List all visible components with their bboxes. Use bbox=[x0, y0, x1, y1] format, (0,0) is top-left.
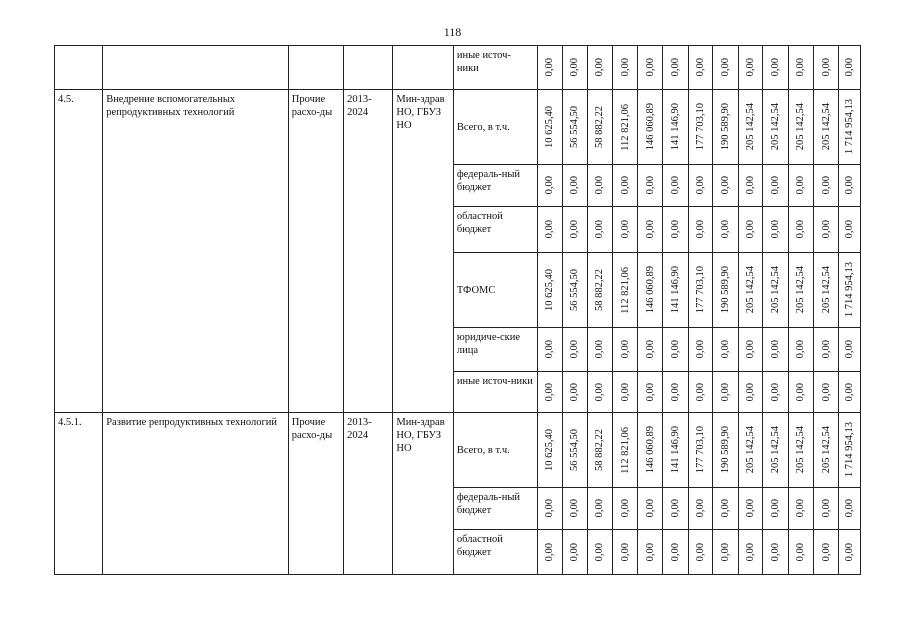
value-cell bbox=[562, 207, 588, 253]
funding-source: областной бюджет bbox=[453, 530, 537, 575]
value-text: 0,00 bbox=[619, 340, 631, 359]
value-cell bbox=[537, 253, 562, 328]
value-cell bbox=[663, 165, 689, 207]
value-text: 205 142,54 bbox=[820, 266, 832, 314]
row-number: 4.5.1. bbox=[55, 413, 103, 575]
value-cell bbox=[588, 372, 613, 413]
value-text: 0,00 bbox=[669, 340, 681, 359]
value-cell bbox=[839, 372, 861, 413]
value-cell bbox=[789, 488, 814, 530]
value-text: 205 142,54 bbox=[745, 426, 757, 474]
value-text: 0,00 bbox=[844, 542, 856, 562]
value-text: 0,00 bbox=[669, 58, 681, 77]
value-text: 0,00 bbox=[820, 220, 832, 239]
value-text: 205 142,54 bbox=[770, 426, 782, 474]
value-cell bbox=[839, 413, 861, 488]
funding-source: юридиче-ские лица bbox=[453, 328, 537, 372]
executor bbox=[393, 46, 454, 90]
value-text: 0,00 bbox=[619, 220, 631, 239]
value-text: 56 554,50 bbox=[569, 269, 581, 311]
value-text: 0,00 bbox=[644, 382, 656, 402]
value-text: 1 714 954,13 bbox=[844, 262, 856, 318]
value-text: 0,00 bbox=[544, 382, 556, 402]
funding-source: Всего, в т.ч. bbox=[453, 90, 537, 165]
value-cell bbox=[839, 530, 861, 575]
value-text: 0,00 bbox=[644, 499, 656, 518]
value-text: 10 625,40 bbox=[544, 269, 556, 311]
value-text: 10 625,40 bbox=[544, 429, 556, 471]
value-text: 0,00 bbox=[619, 499, 631, 518]
value-text: 0,00 bbox=[694, 499, 706, 518]
value-cell bbox=[813, 46, 839, 90]
value-cell bbox=[612, 90, 638, 165]
value-text: 0,00 bbox=[544, 176, 556, 195]
funding-source: ТФОМС bbox=[453, 253, 537, 328]
value-text: 0,00 bbox=[544, 542, 556, 562]
value-text: 56 554,50 bbox=[569, 429, 581, 471]
value-cell bbox=[663, 90, 689, 165]
value-text: 112 821,06 bbox=[619, 426, 631, 474]
funding-source: федераль-ный бюджет bbox=[453, 488, 537, 530]
value-text: 0,00 bbox=[795, 58, 807, 77]
value-cell bbox=[839, 46, 861, 90]
value-cell bbox=[688, 488, 713, 530]
value-cell bbox=[612, 530, 638, 575]
value-cell bbox=[663, 372, 689, 413]
value-text: 0,00 bbox=[594, 340, 606, 359]
value-cell bbox=[562, 165, 588, 207]
value-cell bbox=[789, 90, 814, 165]
value-text: 0,00 bbox=[644, 58, 656, 77]
value-cell bbox=[562, 46, 588, 90]
value-cell bbox=[663, 46, 689, 90]
value-text: 0,00 bbox=[770, 58, 782, 77]
value-text: 0,00 bbox=[694, 340, 706, 359]
table-row bbox=[55, 90, 861, 165]
value-cell bbox=[688, 328, 713, 372]
value-text: 141 146,90 bbox=[669, 426, 681, 474]
value-cell bbox=[789, 46, 814, 90]
value-text: 0,00 bbox=[820, 58, 832, 77]
value-cell bbox=[562, 90, 588, 165]
value-text: 0,00 bbox=[795, 220, 807, 239]
value-text: 0,00 bbox=[795, 176, 807, 195]
value-text: 190 589,90 bbox=[720, 266, 732, 314]
value-cell bbox=[688, 372, 713, 413]
value-cell bbox=[813, 328, 839, 372]
value-cell bbox=[537, 488, 562, 530]
value-text: 0,00 bbox=[619, 382, 631, 402]
value-cell bbox=[562, 372, 588, 413]
value-text: 205 142,54 bbox=[795, 266, 807, 314]
value-cell bbox=[537, 46, 562, 90]
value-cell bbox=[612, 253, 638, 328]
value-cell bbox=[638, 372, 663, 413]
value-cell bbox=[738, 413, 763, 488]
funding-source: федераль-ный бюджет bbox=[453, 165, 537, 207]
value-cell bbox=[763, 165, 789, 207]
value-text: 1 714 954,13 bbox=[844, 422, 856, 478]
table-row bbox=[55, 46, 861, 90]
value-cell bbox=[813, 413, 839, 488]
value-cell bbox=[813, 165, 839, 207]
value-cell bbox=[612, 165, 638, 207]
value-text: 0,00 bbox=[594, 542, 606, 562]
expense-category: Прочие расхо-ды bbox=[288, 90, 343, 413]
funding-source: иные источ- ники bbox=[453, 46, 537, 90]
value-text: 0,00 bbox=[820, 542, 832, 562]
value-text: 0,00 bbox=[619, 542, 631, 562]
value-text: 0,00 bbox=[770, 220, 782, 239]
value-cell bbox=[638, 90, 663, 165]
value-cell bbox=[588, 165, 613, 207]
value-cell bbox=[713, 46, 739, 90]
value-cell bbox=[638, 530, 663, 575]
value-text: 190 589,90 bbox=[720, 103, 732, 151]
value-cell bbox=[813, 488, 839, 530]
period: 2013-2024 bbox=[344, 413, 393, 575]
value-cell bbox=[663, 328, 689, 372]
value-cell bbox=[713, 413, 739, 488]
value-cell bbox=[839, 90, 861, 165]
value-text: 0,00 bbox=[594, 220, 606, 239]
value-cell bbox=[638, 488, 663, 530]
value-cell bbox=[839, 165, 861, 207]
value-cell bbox=[738, 165, 763, 207]
value-cell bbox=[638, 46, 663, 90]
value-cell bbox=[588, 328, 613, 372]
budget-table bbox=[54, 45, 861, 575]
value-text: 0,00 bbox=[795, 340, 807, 359]
measure-name: Внедрение вспомогательных репродуктивных технологий bbox=[103, 90, 289, 413]
value-cell bbox=[638, 207, 663, 253]
value-text: 0,00 bbox=[844, 58, 856, 77]
value-text: 112 821,06 bbox=[619, 103, 631, 151]
value-text: 0,00 bbox=[745, 542, 757, 562]
value-cell bbox=[537, 413, 562, 488]
value-cell bbox=[713, 90, 739, 165]
value-cell bbox=[612, 488, 638, 530]
value-text: 0,00 bbox=[544, 220, 556, 239]
value-text: 10 625,40 bbox=[544, 106, 556, 148]
value-text: 0,00 bbox=[770, 382, 782, 402]
value-cell bbox=[688, 165, 713, 207]
value-text: 0,00 bbox=[544, 499, 556, 518]
value-text: 177 703,10 bbox=[694, 426, 706, 474]
value-cell bbox=[537, 372, 562, 413]
value-cell bbox=[588, 530, 613, 575]
value-text: 205 142,54 bbox=[820, 103, 832, 151]
value-cell bbox=[612, 46, 638, 90]
value-text: 0,00 bbox=[770, 340, 782, 359]
value-cell bbox=[738, 372, 763, 413]
period bbox=[344, 46, 393, 90]
value-text: 0,00 bbox=[569, 499, 581, 518]
value-cell bbox=[713, 253, 739, 328]
value-cell bbox=[588, 207, 613, 253]
value-cell bbox=[763, 488, 789, 530]
value-cell bbox=[713, 372, 739, 413]
value-text: 0,00 bbox=[745, 220, 757, 239]
table-row bbox=[55, 413, 861, 488]
value-text: 0,00 bbox=[745, 176, 757, 195]
value-text: 0,00 bbox=[745, 499, 757, 518]
value-text: 0,00 bbox=[694, 382, 706, 402]
value-text: 0,00 bbox=[795, 382, 807, 402]
value-text: 0,00 bbox=[569, 176, 581, 195]
value-cell bbox=[588, 413, 613, 488]
value-cell bbox=[638, 253, 663, 328]
value-cell bbox=[537, 530, 562, 575]
value-text: 0,00 bbox=[694, 58, 706, 77]
value-cell bbox=[638, 165, 663, 207]
value-cell bbox=[688, 207, 713, 253]
value-text: 141 146,90 bbox=[669, 266, 681, 314]
value-cell bbox=[713, 328, 739, 372]
value-text: 0,00 bbox=[844, 176, 856, 195]
value-cell bbox=[813, 90, 839, 165]
value-cell bbox=[562, 328, 588, 372]
value-text: 205 142,54 bbox=[795, 103, 807, 151]
value-cell bbox=[763, 530, 789, 575]
value-cell bbox=[789, 372, 814, 413]
value-cell bbox=[663, 413, 689, 488]
value-text: 0,00 bbox=[544, 58, 556, 77]
value-cell bbox=[713, 488, 739, 530]
value-text: 112 821,06 bbox=[619, 266, 631, 314]
value-text: 205 142,54 bbox=[770, 103, 782, 151]
value-text: 205 142,54 bbox=[745, 266, 757, 314]
measure-name bbox=[103, 46, 289, 90]
value-cell bbox=[763, 46, 789, 90]
value-text: 0,00 bbox=[644, 340, 656, 359]
value-text: 0,00 bbox=[594, 499, 606, 518]
period: 2013-2024 bbox=[344, 90, 393, 413]
value-cell bbox=[588, 46, 613, 90]
value-text: 0,00 bbox=[694, 220, 706, 239]
value-text: 0,00 bbox=[594, 176, 606, 195]
value-text: 0,00 bbox=[820, 340, 832, 359]
value-cell bbox=[638, 328, 663, 372]
value-text: 0,00 bbox=[844, 382, 856, 402]
value-cell bbox=[839, 328, 861, 372]
value-text: 0,00 bbox=[844, 499, 856, 518]
value-text: 0,00 bbox=[820, 176, 832, 195]
value-text: 0,00 bbox=[820, 382, 832, 402]
value-text: 177 703,10 bbox=[694, 103, 706, 151]
value-text: 0,00 bbox=[544, 340, 556, 359]
value-cell bbox=[537, 328, 562, 372]
funding-source: Всего, в т.ч. bbox=[453, 413, 537, 488]
value-cell bbox=[588, 253, 613, 328]
value-cell bbox=[738, 328, 763, 372]
value-text: 0,00 bbox=[745, 382, 757, 402]
value-cell bbox=[813, 530, 839, 575]
value-cell bbox=[562, 488, 588, 530]
value-cell bbox=[612, 413, 638, 488]
value-cell bbox=[763, 207, 789, 253]
value-text: 58 882,22 bbox=[594, 269, 606, 311]
page-number: 118 bbox=[443, 25, 462, 39]
value-cell bbox=[537, 90, 562, 165]
executor: Мин-здрав НО, ГБУЗ НО bbox=[393, 90, 454, 413]
value-text: 0,00 bbox=[795, 542, 807, 562]
value-cell bbox=[813, 207, 839, 253]
value-text: 0,00 bbox=[644, 542, 656, 562]
value-cell bbox=[789, 530, 814, 575]
value-text: 205 142,54 bbox=[770, 266, 782, 314]
value-text: 205 142,54 bbox=[745, 103, 757, 151]
value-cell bbox=[688, 413, 713, 488]
value-text: 146 060,89 bbox=[644, 426, 656, 474]
row-number bbox=[55, 46, 103, 90]
value-text: 0,00 bbox=[644, 220, 656, 239]
value-cell bbox=[763, 328, 789, 372]
value-cell bbox=[813, 372, 839, 413]
value-cell bbox=[713, 165, 739, 207]
value-cell bbox=[663, 207, 689, 253]
value-cell bbox=[789, 207, 814, 253]
value-text: 177 703,10 bbox=[694, 266, 706, 314]
measure-name: Развитие репродуктивных технологий bbox=[103, 413, 289, 575]
value-cell bbox=[813, 253, 839, 328]
value-cell bbox=[663, 253, 689, 328]
value-cell bbox=[738, 530, 763, 575]
value-text: 141 146,90 bbox=[669, 103, 681, 151]
value-cell bbox=[839, 253, 861, 328]
value-text: 58 882,22 bbox=[594, 429, 606, 471]
value-cell bbox=[839, 207, 861, 253]
value-cell bbox=[612, 372, 638, 413]
value-cell bbox=[763, 90, 789, 165]
value-text: 0,00 bbox=[644, 176, 656, 195]
value-cell bbox=[612, 328, 638, 372]
value-text: 0,00 bbox=[770, 499, 782, 518]
value-text: 0,00 bbox=[844, 340, 856, 359]
value-text: 0,00 bbox=[745, 58, 757, 77]
value-text: 0,00 bbox=[820, 499, 832, 518]
value-cell bbox=[537, 207, 562, 253]
value-text: 0,00 bbox=[669, 542, 681, 562]
value-text: 0,00 bbox=[569, 220, 581, 239]
value-text: 0,00 bbox=[669, 499, 681, 518]
value-text: 0,00 bbox=[694, 176, 706, 195]
value-text: 0,00 bbox=[720, 220, 732, 239]
value-text: 0,00 bbox=[594, 58, 606, 77]
value-text: 0,00 bbox=[669, 176, 681, 195]
value-text: 0,00 bbox=[720, 382, 732, 402]
value-cell bbox=[588, 488, 613, 530]
value-text: 0,00 bbox=[745, 340, 757, 359]
value-cell bbox=[562, 413, 588, 488]
expense-category: Прочие расхо-ды bbox=[288, 413, 343, 575]
value-text: 0,00 bbox=[619, 176, 631, 195]
value-text: 0,00 bbox=[669, 382, 681, 402]
value-cell bbox=[562, 530, 588, 575]
value-text: 0,00 bbox=[844, 220, 856, 239]
row-number: 4.5. bbox=[55, 90, 103, 413]
value-text: 0,00 bbox=[770, 176, 782, 195]
value-cell bbox=[789, 328, 814, 372]
value-cell bbox=[663, 488, 689, 530]
value-text: 56 554,50 bbox=[569, 106, 581, 148]
value-text: 0,00 bbox=[619, 58, 631, 77]
value-cell bbox=[713, 207, 739, 253]
value-cell bbox=[638, 413, 663, 488]
value-cell bbox=[789, 413, 814, 488]
value-cell bbox=[688, 253, 713, 328]
funding-source: областной бюджет bbox=[453, 207, 537, 253]
value-text: 0,00 bbox=[720, 542, 732, 562]
value-text: 205 142,54 bbox=[795, 426, 807, 474]
value-text: 0,00 bbox=[770, 542, 782, 562]
value-text: 146 060,89 bbox=[644, 266, 656, 314]
value-cell bbox=[688, 530, 713, 575]
value-text: 0,00 bbox=[720, 176, 732, 195]
value-cell bbox=[738, 90, 763, 165]
value-cell bbox=[738, 253, 763, 328]
value-cell bbox=[763, 372, 789, 413]
value-cell bbox=[537, 165, 562, 207]
value-cell bbox=[738, 46, 763, 90]
value-text: 0,00 bbox=[569, 382, 581, 402]
value-text: 146 060,89 bbox=[644, 103, 656, 151]
value-cell bbox=[789, 253, 814, 328]
value-cell bbox=[763, 253, 789, 328]
value-cell bbox=[789, 165, 814, 207]
value-cell bbox=[763, 413, 789, 488]
value-cell bbox=[713, 530, 739, 575]
value-cell bbox=[663, 530, 689, 575]
value-text: 0,00 bbox=[795, 499, 807, 518]
value-cell bbox=[562, 253, 588, 328]
value-cell bbox=[588, 90, 613, 165]
value-cell bbox=[612, 207, 638, 253]
executor: Мин-здрав НО, ГБУЗ НО bbox=[393, 413, 454, 575]
value-cell bbox=[738, 207, 763, 253]
value-text: 0,00 bbox=[569, 58, 581, 77]
expense-category bbox=[288, 46, 343, 90]
value-text: 0,00 bbox=[694, 542, 706, 562]
value-text: 0,00 bbox=[569, 340, 581, 359]
value-text: 0,00 bbox=[720, 58, 732, 77]
value-text: 205 142,54 bbox=[820, 426, 832, 474]
value-text: 58 882,22 bbox=[594, 106, 606, 148]
value-cell bbox=[688, 46, 713, 90]
value-text: 0,00 bbox=[569, 542, 581, 562]
value-text: 0,00 bbox=[720, 499, 732, 518]
value-cell bbox=[688, 90, 713, 165]
value-cell bbox=[738, 488, 763, 530]
funding-source: иные источ-ники bbox=[453, 372, 537, 413]
value-cell bbox=[839, 488, 861, 530]
value-text: 0,00 bbox=[669, 220, 681, 239]
value-text: 0,00 bbox=[594, 382, 606, 402]
value-text: 1 714 954,13 bbox=[844, 99, 856, 155]
value-text: 0,00 bbox=[720, 340, 732, 359]
value-text: 190 589,90 bbox=[720, 426, 732, 474]
